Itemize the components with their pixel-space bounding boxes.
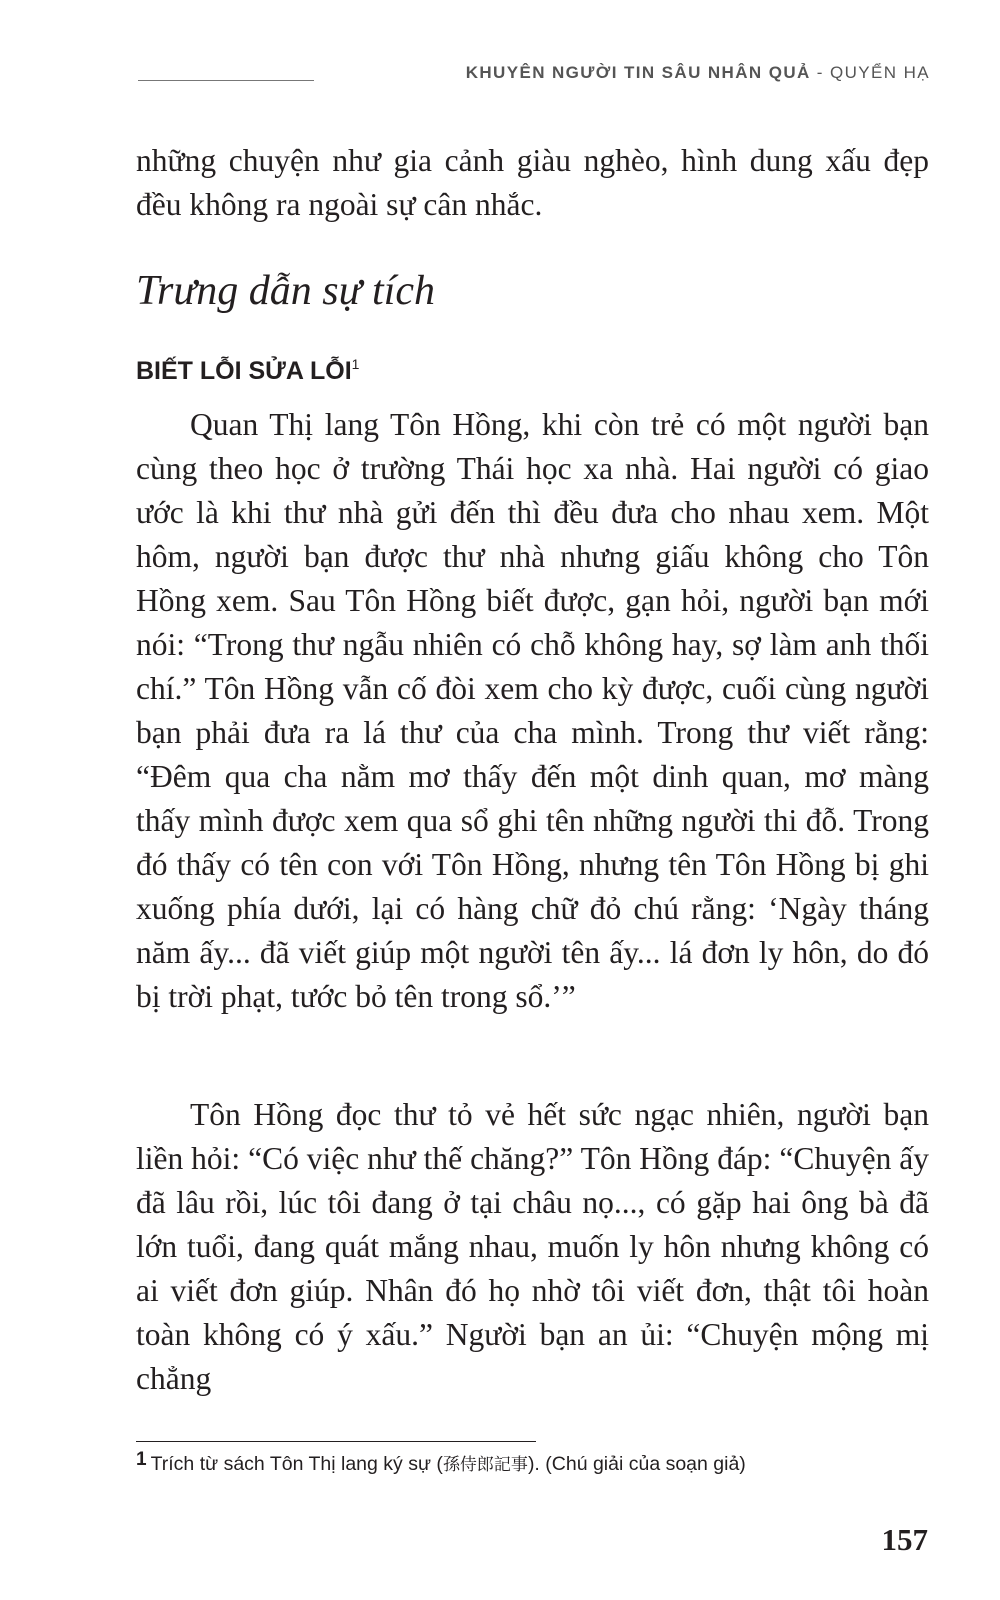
story-title-text: BIẾT LỖI SỬA LỖI	[136, 357, 352, 385]
footnote-cjk-title: 孫侍郎記事	[442, 1455, 528, 1475]
footnote-marker: 1	[136, 1449, 147, 1470]
running-head-separator: -	[810, 63, 830, 82]
book-title: KHUYÊN NGƯỜI TIN SÂU NHÂN QUẢ	[465, 63, 811, 82]
section-title: Trưng dẫn sự tích	[136, 268, 436, 314]
footnote-text-before: Trích từ sách Tôn Thị lang ký sự (	[150, 1453, 443, 1475]
intro-paragraph: những chuyện như gia cảnh giàu nghèo, hình dung xấu đẹp đều không ra ngoài sự cân nhắc.	[136, 143, 929, 222]
story-paragraph-2: Tôn Hồng đọc thư tỏ vẻ hết sức ngạc nhiên, người bạn liền hỏi: “Có việc như thế chăng?” Tôn Hồng đáp: “Chuyện ấy đã lâu rồi, lúc tôi đang ở tại châu nọ..., có gặp hai ông bà đã lớn tuổi, đang quát mắng nhau, muốn ly hôn nhưng không có ai viết đơn giúp. Nhân đó họ nhờ tôi viết đơn, thật tôi hoàn toàn không có ý xấu.” Người bạn an ủi: “Chuyện mộng mị chẳng	[136, 1097, 929, 1396]
footnote	[136, 1446, 936, 1479]
footnote-reference: 1	[351, 356, 360, 372]
volume-label: QUYỂN HẠ	[830, 63, 930, 82]
footnote-rule	[136, 1441, 536, 1442]
story-title	[136, 347, 359, 388]
footnote-text-after: ). (Chú giải của soạn giả)	[527, 1453, 746, 1475]
page-number: 157	[881, 1522, 928, 1557]
running-head	[466, 63, 930, 83]
story-paragraph-1: Quan Thị lang Tôn Hồng, khi còn trẻ có một người bạn cùng theo học ở trường Thái học xa nhà. Hai người có giao ước là khi thư nhà gửi đến thì đều đưa cho nhau xem. Một hôm, người bạn được thư nhà nhưng giấu không cho Tôn Hồng xem. Sau Tôn Hồng biết được, gạn hỏi, người bạn mới nói: “Trong thư ngẫu nhiên có chỗ không hay, sợ làm anh thối chí.” Tôn Hồng vẫn cố đòi xem cho kỳ được, cuối cùng người bạn phải đưa ra lá thư của cha mình. Trong thư viết rằng: “Đêm qua cha nằm mơ thấy đến một dinh quan, mơ màng thấy mình được xem qua sổ ghi tên những người thi đỗ. Trong đó thấy có tên con với Tôn Hồng, nhưng tên Tôn Hồng bị ghi xuống phía dưới, lại có hàng chữ đỏ chú rằng: ‘Ngày tháng năm ấy... đã viết giúp một người tên ấy... lá đơn ly hôn, do đó bị trời phạt, tước bỏ tên trong sổ.’”	[136, 407, 929, 1014]
header-rule	[138, 80, 314, 81]
